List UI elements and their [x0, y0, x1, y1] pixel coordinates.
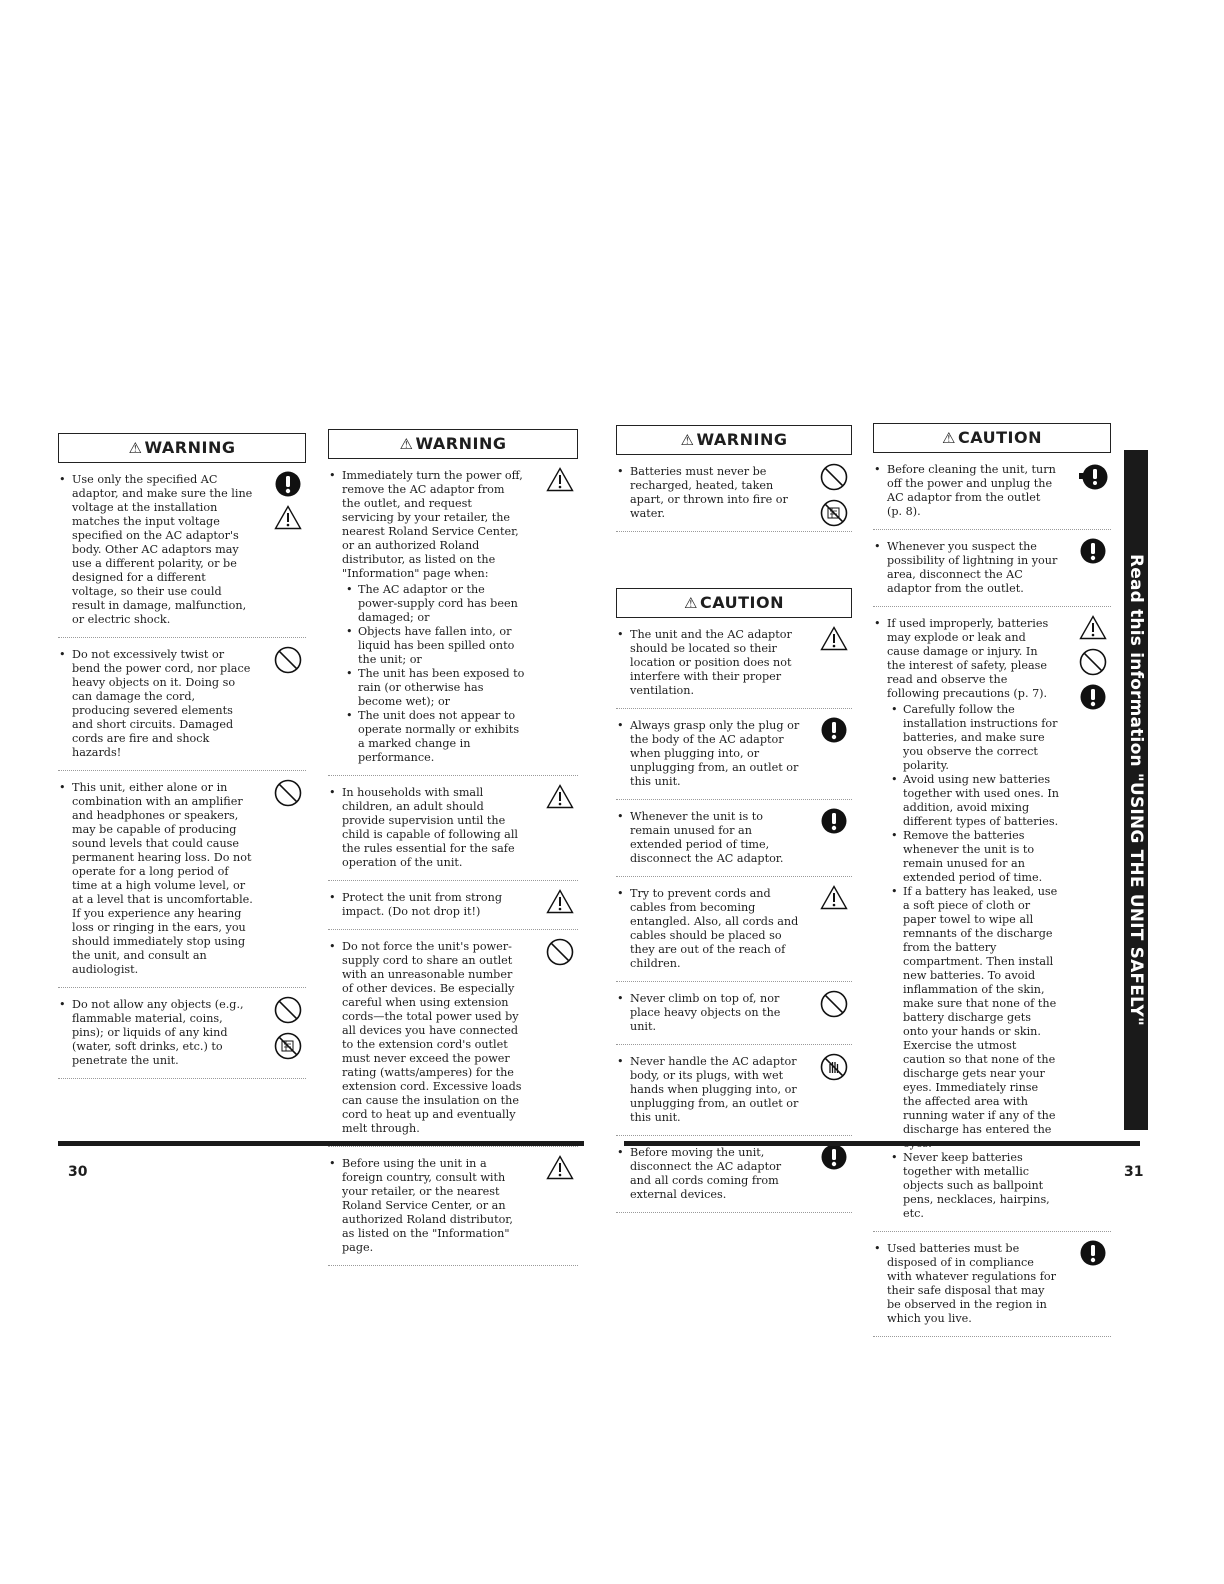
item-text: Do not allow any objects (e.g., flammable material, coins, pins); or liquids of any kind (water, soft drinks, etc.) to penetrate the unit. — [72, 998, 244, 1067]
bullet: • — [874, 1242, 881, 1255]
no-wet-hands-icon — [820, 1053, 848, 1081]
mandatory-icon — [821, 808, 847, 834]
section-tab — [1124, 450, 1148, 1130]
icon-group — [272, 646, 304, 674]
icon-group — [272, 996, 304, 1060]
bullet: • — [329, 1157, 336, 1170]
sub-list-item: • The unit does not appear to operate normally or exhibits a marked change in performance. — [344, 709, 526, 765]
list-item — [616, 618, 852, 709]
mandatory-icon — [821, 1144, 847, 1170]
caution-triangle-icon — [546, 1155, 574, 1180]
right-column-1 — [616, 425, 852, 1213]
prohibited-icon — [820, 463, 848, 491]
list-item — [58, 771, 306, 988]
item-text: Use only the specified AC adaptor, and make sure the line voltage at the installation matches the input voltage specified on the AC adaptor's body. Other AC adaptors may use a different polarity, or be designed for a different voltage, so their use could result in damage, malfunction, or electric shock. — [72, 473, 253, 626]
mandatory-icon — [821, 717, 847, 743]
mandatory-icon — [275, 471, 301, 497]
mandatory-icon — [1080, 684, 1106, 710]
item-text: Never handle the AC adaptor body, or its plugs, with wet hands when plugging into, or unplugging from, an outlet or this unit. — [630, 1055, 799, 1124]
sub-list-item: • Avoid using new batteries together with used ones. In addition, avoid mixing different types of batteries. — [889, 773, 1059, 829]
icon-group — [818, 717, 850, 743]
icon-group — [1077, 538, 1109, 564]
no-disassembly-icon — [820, 499, 848, 527]
icon-group — [818, 626, 850, 651]
warning-heading — [616, 425, 852, 455]
bullet: • — [59, 648, 66, 661]
list-item — [873, 607, 1111, 1232]
item-text: Batteries must never be recharged, heated, taken apart, or thrown into fire or water. — [630, 465, 788, 520]
prohibited-icon — [1079, 648, 1107, 676]
item-text: Protect the unit from strong impact. (Do not drop it!) — [342, 891, 503, 918]
item-list — [616, 455, 852, 532]
item-text: The unit and the AC adaptor should be located so their location or position does not interfere with their proper ventilation. — [630, 628, 792, 697]
page-number-left: 30 — [68, 1164, 88, 1180]
caution-triangle-icon — [546, 467, 574, 492]
bullet: • — [617, 810, 624, 823]
prohibited-icon — [546, 938, 574, 966]
list-item — [58, 463, 306, 638]
list-item — [328, 459, 578, 776]
list-item — [328, 930, 578, 1147]
bullet: • — [59, 473, 66, 486]
item-text: Whenever you suspect the possibility of lightning in your area, disconnect the AC adaptor from the outlet. — [887, 540, 1058, 595]
icon-group — [272, 471, 304, 530]
sub-list-item: • Carefully follow the installation instructions for batteries, and make sure you observe the correct polarity. — [889, 703, 1059, 773]
warning-triangle-icon: ⚠ — [128, 439, 143, 457]
list-item — [328, 1147, 578, 1266]
item-text: Do not excessively twist or bend the power cord, nor place heavy objects on it. Doing so can damage the cord, producing severed elements and short circuits. Damaged cords are fire and shock hazards! — [72, 648, 251, 759]
warning-triangle-icon: ⚠ — [399, 435, 414, 453]
unplug-icon — [1077, 461, 1109, 491]
item-list — [58, 463, 306, 1079]
heading-label: CAUTION — [957, 428, 1042, 447]
icon-group — [818, 1053, 850, 1081]
bullet: • — [617, 992, 624, 1005]
item-text: In households with small children, an adult should provide supervision until the child is capable of following all the rules essential for the safe operation of the unit. — [342, 786, 519, 869]
list-item — [58, 988, 306, 1079]
item-text: Before using the unit in a foreign country, consult with your retailer, or the nearest Roland Service Center, or an authorized Roland distributor, as listed on the "Information" page. — [342, 1157, 513, 1254]
sub-list-item: • The unit has been exposed to rain (or otherwise has become wet); or — [344, 667, 526, 709]
icon-group — [818, 885, 850, 910]
item-text: Before cleaning the unit, turn off the power and unplug the AC adaptor from the outlet (p. 8). — [887, 463, 1056, 518]
bullet: • — [59, 998, 66, 1011]
icon-group — [818, 808, 850, 834]
list-item — [616, 455, 852, 532]
heading-label: WARNING — [696, 430, 788, 449]
section-tab-label: Read this information "USING THE UNIT SAFELY" — [1126, 553, 1146, 1027]
icon-group — [1077, 1240, 1109, 1266]
item-text: Before moving the unit, disconnect the AC adaptor and all cords coming from external devices. — [630, 1146, 782, 1201]
sub-list-item: • Never keep batteries together with metallic objects such as ballpoint pens, necklaces, hairpins, etc. — [889, 1151, 1059, 1221]
sub-list — [344, 583, 526, 765]
warning-triangle-icon: ⚠ — [942, 429, 956, 447]
warning-triangle-icon: ⚠ — [684, 594, 698, 612]
list-item — [616, 709, 852, 800]
prohibited-icon — [820, 990, 848, 1018]
mandatory-icon — [1080, 1240, 1106, 1266]
list-item — [873, 1232, 1111, 1337]
prohibited-icon — [274, 996, 302, 1024]
sub-list-item: • If a battery has leaked, use a soft piece of cloth or paper towel to wipe all remnants of the discharge from the battery compartment. Then install new batteries. To avoid inflammation of the skin, make sure that none of the battery discharge gets onto your hands or skin. Exercise the utmost caution so that none of the discharge gets near your eyes. Immediately rinse the affected area with running water if any of the discharge has entered the — [889, 885, 1059, 1151]
prohibited-icon — [274, 646, 302, 674]
icon-group — [818, 463, 850, 527]
prohibited-icon — [274, 779, 302, 807]
list-item — [873, 530, 1111, 607]
item-text: Try to prevent cords and cables from becoming entangled. Also, all cords and cables should be placed so they are out of the reach of children. — [630, 887, 799, 970]
bullet: • — [617, 465, 624, 478]
item-text: Used batteries must be disposed of in compliance with whatever regulations for their safe disposal that may be observed in the region in which you live. — [887, 1242, 1056, 1325]
caution-triangle-icon — [820, 626, 848, 651]
caution-triangle-icon — [1079, 615, 1107, 640]
icon-group — [544, 889, 576, 914]
bullet: • — [329, 891, 336, 904]
right-column-2 — [873, 423, 1111, 1337]
icon-group — [544, 784, 576, 809]
list-item — [616, 800, 852, 877]
icon-group — [818, 1144, 850, 1170]
no-disassembly-icon — [274, 1032, 302, 1060]
warning-heading — [58, 433, 306, 463]
bullet: • — [617, 887, 624, 900]
list-item — [328, 776, 578, 881]
list-item — [616, 877, 852, 982]
list-item — [328, 881, 578, 930]
caution-heading — [873, 423, 1111, 453]
bullet: • — [874, 463, 881, 476]
item-text: Immediately turn the power off, remove the AC adaptor from the outlet, and request servicing by your retailer, the nearest Roland Service Center, or an authorized Roland distributor, as listed on the "Information" page when: — [342, 469, 523, 580]
caution-triangle-icon — [546, 784, 574, 809]
sub-list-item: • The AC adaptor or the power-supply cord has been damaged; or — [344, 583, 526, 625]
list-item — [873, 453, 1111, 530]
icon-group — [1077, 461, 1109, 491]
list-item — [616, 1136, 852, 1213]
caution-heading — [616, 588, 852, 618]
item-text: If used improperly, batteries may explode or leak and cause damage or injury. In the interest of safety, please read and observe the following precautions (p. 7). — [887, 617, 1049, 700]
item-text: This unit, either alone or in combination with an amplifier and headphones or speakers, may be capable of producing sound levels that could cause permanent hearing loss. Do not operate for a long period of time at a high volume level, or at a level that is uncomfortable. If you experience any hearing loss or ringing in the ears, you should immediately stop using the unit, and consult an audiologist. — [72, 781, 253, 976]
sub-list-item: • Remove the batteries whenever the unit is to remain unused for an extended period of time. — [889, 829, 1059, 885]
bullet: • — [617, 719, 624, 732]
item-text: Always grasp only the plug or the body of the AC adaptor when plugging into, or unplugging from, an outlet or this unit. — [630, 719, 800, 788]
page-rule-right — [624, 1141, 1140, 1146]
icon-group — [544, 1155, 576, 1180]
bullet: • — [329, 786, 336, 799]
sub-list-item: • Objects have fallen into, or liquid has been spilled onto the unit; or — [344, 625, 526, 667]
icon-group — [544, 467, 576, 492]
left-column-1 — [58, 433, 306, 1079]
warning-triangle-icon: ⚠ — [680, 431, 695, 449]
list-item — [616, 982, 852, 1045]
list-item — [616, 1045, 852, 1136]
heading-label: WARNING — [144, 438, 236, 457]
icon-group — [1077, 615, 1109, 710]
item-list — [873, 453, 1111, 1337]
bullet: • — [329, 940, 336, 953]
item-text: Whenever the unit is to remain unused for an extended period of time, disconnect the AC adaptor. — [630, 810, 784, 865]
bullet: • — [617, 628, 624, 641]
icon-group — [272, 779, 304, 807]
list-item — [58, 638, 306, 771]
page-rule-left — [58, 1141, 584, 1146]
page-number-right: 31 — [1124, 1164, 1144, 1180]
bullet: • — [617, 1146, 624, 1159]
item-text: Do not force the unit's power-supply cord to share an outlet with an unreasonable number of other devices. Be especially careful when using extension cords—the total power used by all devices you have connected to the extension cord's outlet must never exceed the power rating (watts/amperes) for the extension cord. Excessive loads can cause the insulation on the cord to heat up and eventually melt through. — [342, 940, 522, 1135]
item-text: Never climb on top of, nor place heavy objects on the unit. — [630, 992, 781, 1033]
bullet: • — [617, 1055, 624, 1068]
bullet: • — [329, 469, 336, 482]
warning-heading — [328, 429, 578, 459]
mandatory-icon — [1080, 538, 1106, 564]
icon-group — [544, 938, 576, 966]
bullet: • — [874, 540, 881, 553]
caution-triangle-icon — [546, 889, 574, 914]
icon-group — [818, 990, 850, 1018]
heading-label: WARNING — [415, 434, 507, 453]
caution-triangle-icon — [820, 885, 848, 910]
heading-label: CAUTION — [699, 593, 784, 612]
caution-triangle-icon — [274, 505, 302, 530]
item-list — [616, 618, 852, 1213]
bullet: • — [874, 617, 881, 630]
bullet: • — [59, 781, 66, 794]
